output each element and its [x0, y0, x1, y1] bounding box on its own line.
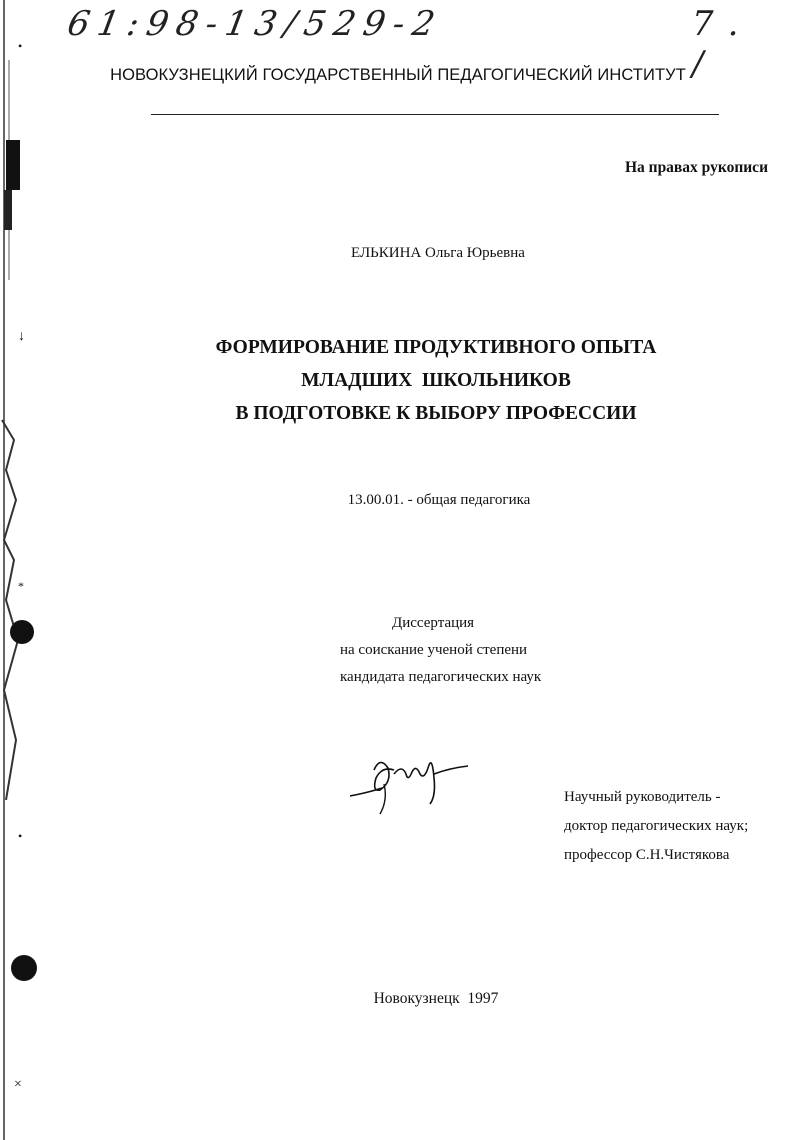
svg-text:•: • [18, 829, 23, 843]
degree-statement [340, 610, 541, 691]
title-line-2: МЛАДШИХ ШКОЛЬНИКОВ [301, 370, 571, 391]
degree-statement-title: Диссертация [392, 615, 475, 631]
degree-statement-line-2: кандидата педагогических наук [340, 669, 542, 685]
handwritten-note-text: 61:98-13/529-2 [64, 4, 446, 44]
city-year: Новокузнецк 1997 [373, 990, 499, 1007]
degree-statement-line-1: на соискание ученой степени [340, 642, 528, 658]
svg-text:×: × [14, 1077, 22, 1092]
header-divider [151, 114, 719, 115]
handwritten-signature [350, 748, 470, 818]
title-line-1: ФОРМИРОВАНИЕ ПРОДУКТИВНОГО ОПЫТА [215, 337, 657, 358]
svg-text:*: * [18, 579, 24, 593]
dissertation-title [0, 331, 796, 430]
advisor-line-3: профессор С.Н.Чистякова [564, 847, 730, 863]
manuscript-note: На правах рукописи [624, 159, 768, 176]
svg-text:↓: ↓ [18, 329, 25, 344]
specialty-code: 13.00.01. - общая педагогика [347, 492, 531, 508]
institute-name: НОВОКУЗНЕЦКИЙ ГОСУДАРСТВЕННЫЙ ПЕДАГОГИЧЕСКИЙ ИНСТИТУТ [110, 66, 686, 84]
advisor-line-1: Научный руководитель - [564, 789, 721, 805]
svg-text:•: • [18, 39, 23, 53]
scientific-advisor [564, 783, 748, 870]
advisor-line-2: доктор педагогических наук; [564, 818, 749, 834]
handwritten-page-mark: 7. / [692, 4, 753, 84]
scan-margin-artifacts [0, 0, 40, 1140]
author-name: ЕЛЬКИНА Ольга Юрьевна [351, 245, 525, 261]
title-line-3: В ПОДГОТОВКЕ К ВЫБОРУ ПРОФЕССИИ [235, 403, 637, 424]
